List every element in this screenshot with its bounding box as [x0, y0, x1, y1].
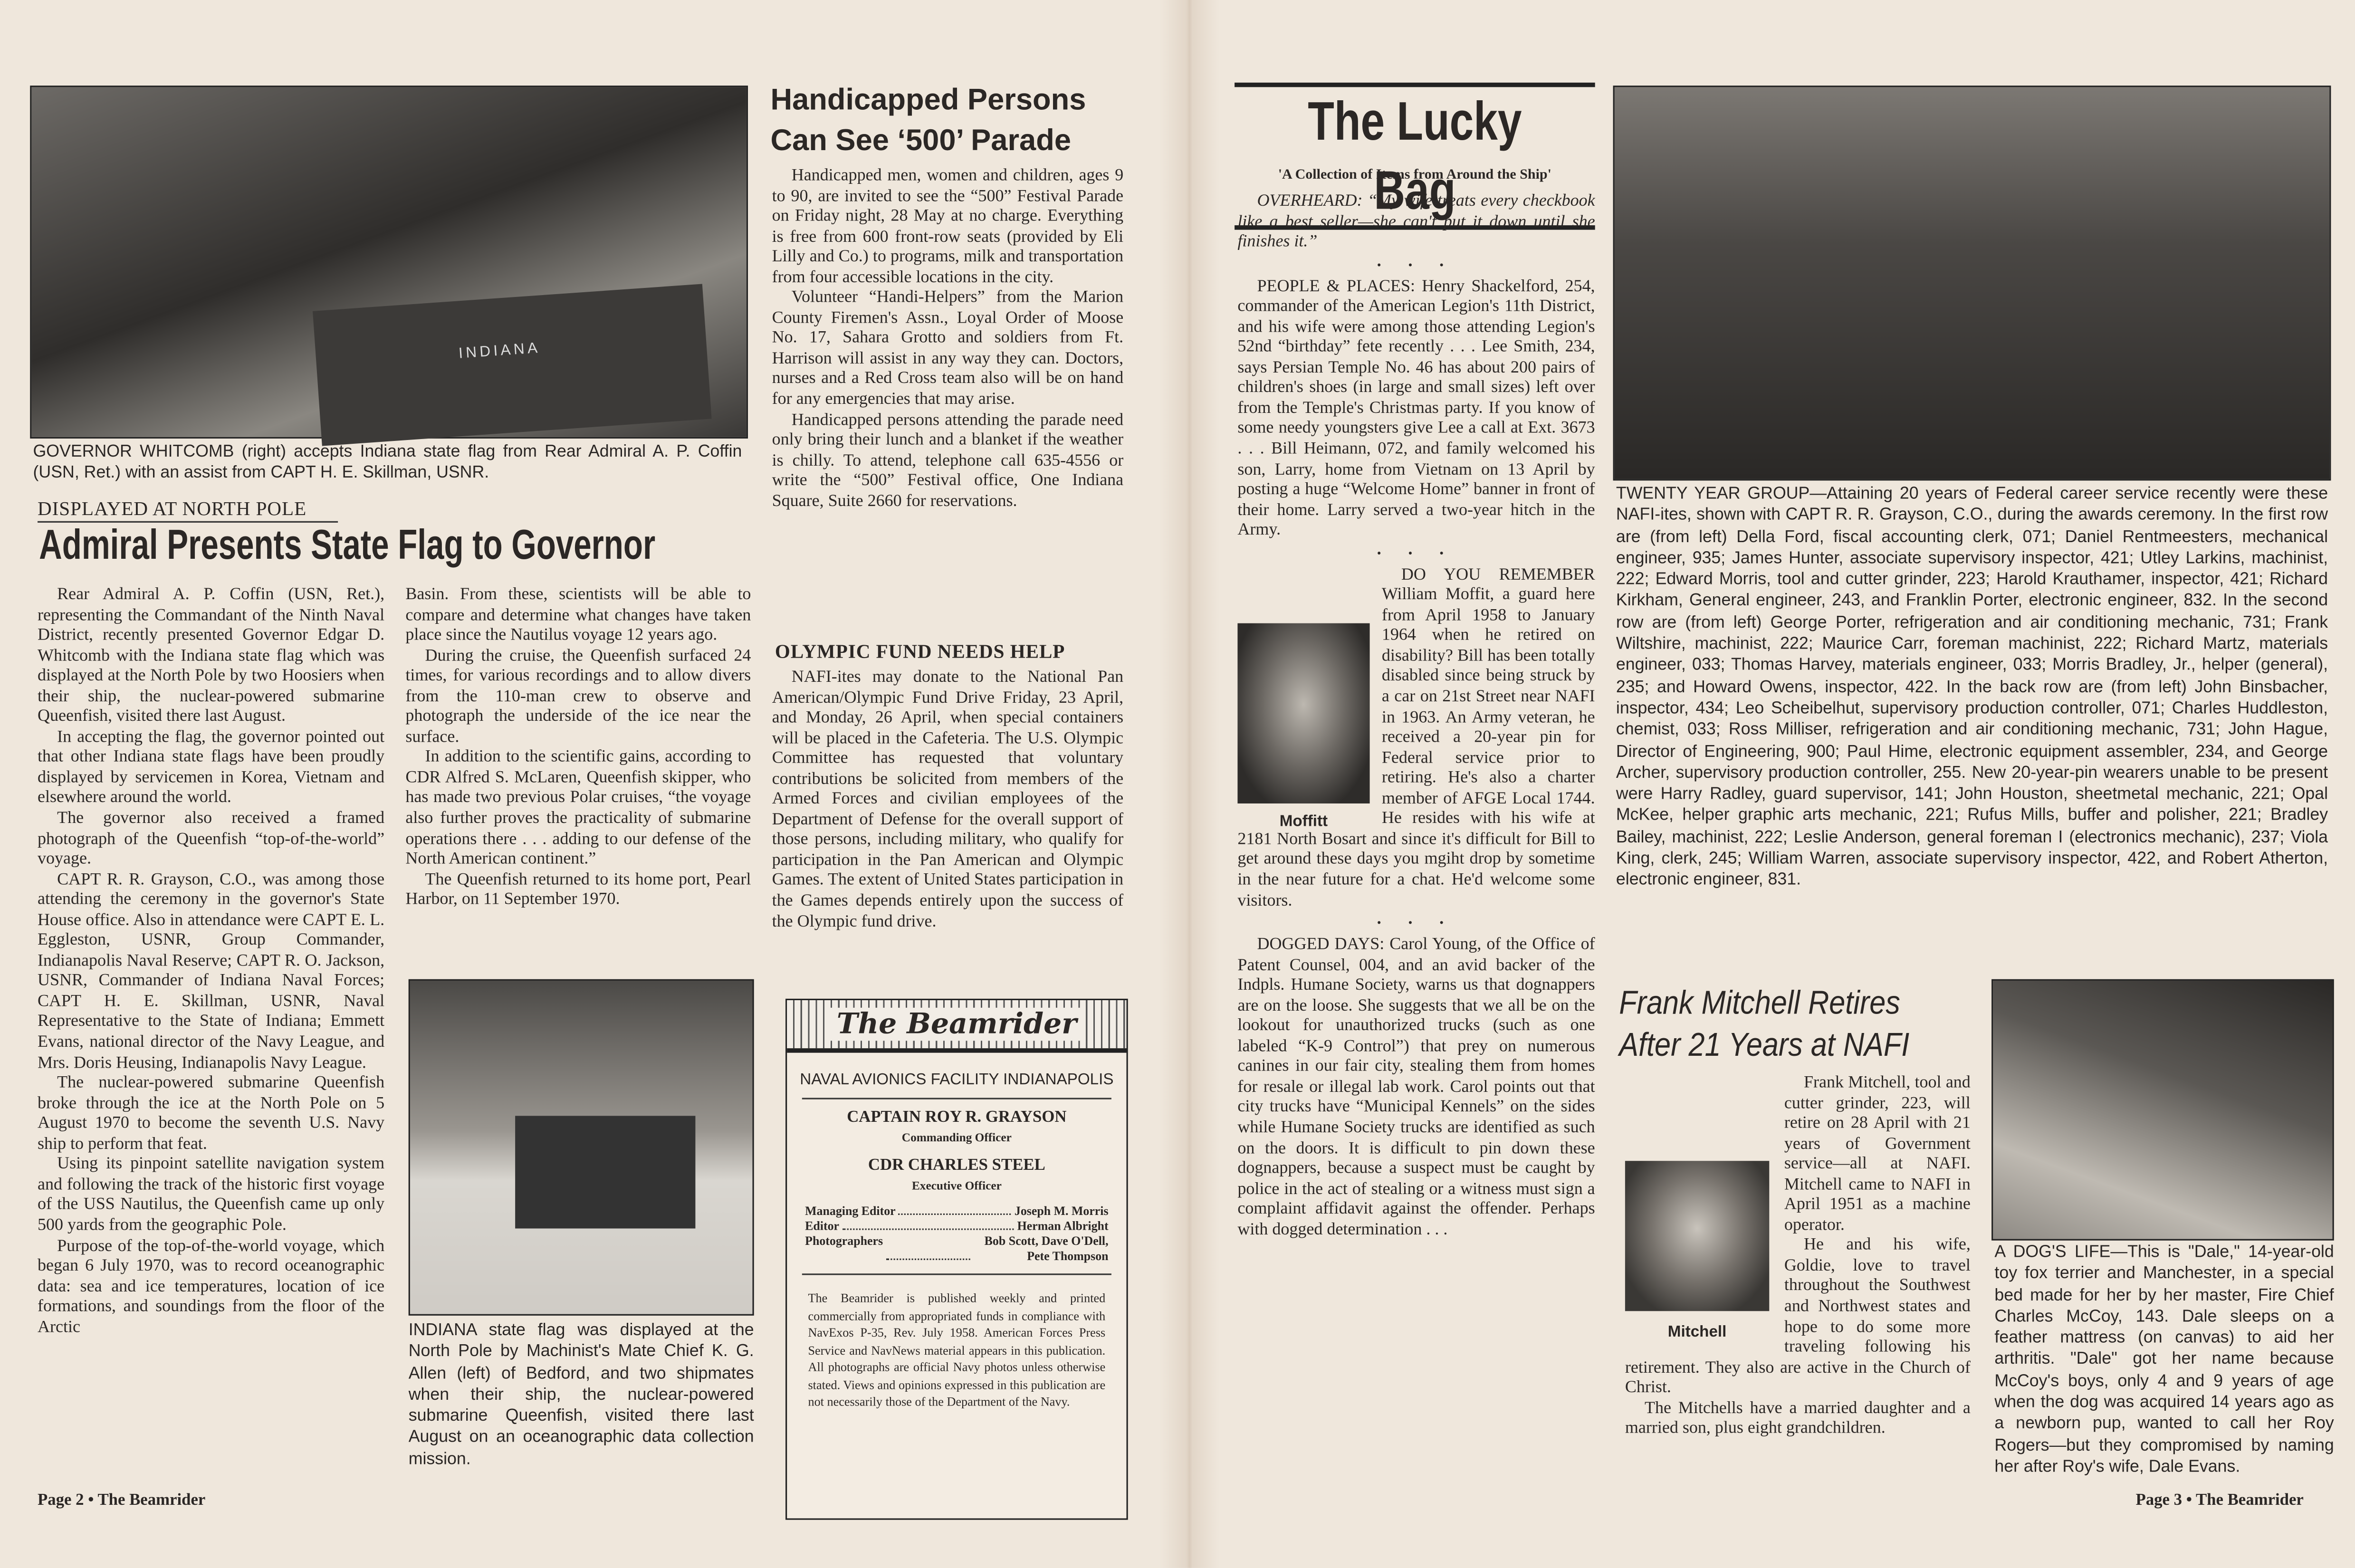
mitchell-photo-block — [1625, 1161, 1769, 1341]
photo1-caption: GOVERNOR WHITCOMB (right) accepts Indiana state flag from Rear Admiral A. P. Coffin (USN, Ret.) with an assist from CAPT H. E. Skillman, USNR. — [33, 443, 742, 483]
flag-in-photo — [515, 1116, 695, 1228]
paragraph: Basin. From these, scientists will be able to compare and determine what changes have taken place since the Nautilus voyage 12 years ago. — [405, 585, 751, 645]
paragraph: NAFI-ites may donate to the National Pan American/Olympic Fund Drive Friday, 23 April, and Monday, 26 April, when special containers will be placed in the Cafeteria. The U.S. Olympic Committee has requested that voluntary contributions be solicited from members of the Armed Forces and civilian employees of the Department of Defense for the overall support of those persons, including military, who qualify for participation in the Pan American and Olympic Games. The extent of United States participation in the Games depends entirely upon the success of the Olympic fund drive. — [772, 668, 1124, 931]
indiana-flag — [313, 284, 712, 446]
olympic-body — [772, 669, 1124, 933]
paragraph: The Mitchells have a married daughter and a married son, plus eight grandchildren. — [1625, 1399, 1971, 1438]
moffitt-caption: Moffitt — [1279, 812, 1328, 831]
org-name: NAVAL AVIONICS FACILITY INDIANAPOLIS — [800, 1071, 1114, 1089]
dog-photo — [1991, 979, 2334, 1241]
mitchell-article — [1625, 1074, 1971, 1440]
co-name: CAPTAIN ROY R. GRAYSON — [847, 1108, 1067, 1127]
paragraph: He and his wife, Goldie, love to travel throughout the Southwest and Northwest states and hope to do some more traveling following his retirement. They also are active in the Church of Christ. — [1625, 1236, 1971, 1397]
page-footer-right: Page 3 • The Beamrider — [2135, 1491, 2304, 1510]
paragraph: Using its pinpoint satellite navigation system and following the track of the historic first voyage of the USS Nautilus, the Queenfish came up only 500 yards from the geographic Pole. — [38, 1155, 385, 1234]
headline-admiral: Admiral Presents State Flag to Governor — [39, 521, 656, 568]
paragraph: Purpose of the top-of-the-world voyage, which began 6 July 1970, was to record oceanographic data: sea and ice temperatures, location of ice formations, and soundings from the floor of the Arctic — [38, 1236, 385, 1337]
paragraph: Rear Admiral A. P. Coffin (USN, Ret.), representing the Commandant of the Ninth Naval District, recently presented Governor Edgar D. Whitcomb with the Indiana state flag which was displayed at the North Pole by two Hoosiers when their ship, the nuclear-powered submarine Queenfish, visited there last August. — [38, 585, 385, 726]
paragraph: CAPT R. R. Grayson, C.O., was among those attending the ceremony in the governor's State House office. Also in attendance were CAPT E. L. Eggleston, USNR, Group Commander, Indianapolis Naval Reserve; CAPT R. O. Jackson, USNR, Commander of Indiana Naval Forces; CAPT H. E. Skillman, USNR, Naval Representative to the State of Indiana; Emmett Evans, national director of the Navy League, and Mrs. Doris Heusing, Indianapolis Navy League. — [38, 870, 385, 1072]
credit-row: Photographers Bob Scott, Dave O'Dell, Pete Thompson — [805, 1234, 1109, 1263]
overheard-item: OVERHEARD: “My wife treats every checkbook like a best seller—she can't put it down until she finishes it.” — [1237, 192, 1595, 251]
handicapped-body — [772, 167, 1124, 513]
paragraph: In addition to the scientific gains, according to CDR Alfred S. McLaren, Queenfish skipper, who has made two previous Polar cruises, “the voyage also further proves the practicality of submarine operations there . . . adding to our defense of the North American continent.” — [405, 748, 751, 869]
dog-caption: A DOG'S LIFE—This is "Dale," 14-year-old toy fox terrier and Manchester, in a special bed made for her by her master, Fire Chief Charles McCoy, 143. Dale sleeps on a feather mattress (on canvas) to aid her arthritis. "Dale" got her name because McCoy's boys, only 4 and 9 years of age when the dog was acquired 14 years ago as a newborn pup, wanted to call her Roy Rogers—but they compromised by naming her after Roy's wife, Dale Evans. — [1994, 1243, 2334, 1476]
people-places-item: PEOPLE & PLACES: Henry Shackelford, 254, commander of the American Legion's 11th District, and his wife were among those attending Legion's 52nd “birthday” fete recently . . . Lee Smith, 234, says Persian Temple No. 46 has about 200 pairs of children's shoes (in large and small sizes) left over from the Temple's Christmas party. If you know of some needy youngsters give Lee a call at Ext. 3673 . . . Bill Heimann, 072, and family welcomed his son, Larry, home from Vietnam on 13 April by posting a huge “Welcome Home” banner in front of their home. Larry served a two-year hitch in the Army. — [1237, 277, 1595, 540]
separator: • • • — [1377, 546, 1456, 560]
page-footer-left: Page 2 • The Beamrider — [38, 1491, 206, 1510]
olympic-headline: OLYMPIC FUND NEEDS HELP — [775, 640, 1065, 662]
paragraph: The nuclear-powered submarine Queenfish broke through the ice at the North Pole on 5 August 1970 to become the seventh U.S. Navy ship to perform that feat. — [38, 1074, 385, 1153]
paragraph: The governor also received a framed photograph of the Queenfish “top-of-the-world” voyage. — [38, 809, 385, 869]
headline-handicapped: Handicapped Persons Can See ‘500’ Parade — [770, 84, 1086, 158]
publication-notice: The Beamrider is published weekly and printed commercially from appropriated funds in compliance with NavExos P-35, Rev. July 1958. American Forces Press Service and NavNews material appears in this publication. All photographs are official Navy photos unless otherwise stated. Views and opinions expressed in this publication are not necessarily those of the Department of the Navy. — [808, 1291, 1106, 1409]
paragraph: During the cruise, the Queenfish surfaced 24 times, for various recordings and to allow divers from the 110-man crew to observe and photograph the underside of the ice near the surface. — [405, 647, 751, 746]
dogged-days-item: DOGGED DAYS: Carol Young, of the Office of Patent Counsel, 004, and an avid backer of the Indpls. Humane Society, warns us that dognappers are on the loose. She suggests that we all be on the lookout for unauthorized trucks (such as one labeled “K-9 Control”) that prey on numerous canines in our fair city, stealing them from homes for resale or illegal lab work. Carol points out that city trucks have “Municipal Kennels” on the sides while Humane Society trucks are identified as such on the doors. It is difficult to pin down these dognappers, because a suspect must be caught by police in the act of stealing or a witness must sign a complaint affidavit against the offender. Perhaps with dogged determination . . . — [1237, 936, 1595, 1239]
remember-item: DO YOU REMEMBER William Moffit, a guard here from April 1958 to January 1964 when he retired on disability? Bill has been totally disabled since being struck by a car on 21st Street near NAFI in 1963. An Army veteran, he received a 20-year pin for Federal service prior to retiring. He's also a charter member of AFGE Local 1744. He resides with his wife at 2181 North Bosart and since it's difficult for Bill to get around these days you mgiht drop by sometime in the near future for a chat. He'd welcome some visitors. — [1237, 565, 1595, 909]
xo-title: Executive Officer — [911, 1179, 1002, 1193]
beamrider-logo: The Beamrider — [787, 1000, 1126, 1053]
mitchell-headline: Frank Mitchell Retires After 21 Years at NAFI — [1619, 984, 1910, 1063]
article-col1 — [38, 586, 384, 1339]
flag-text: INDIANA — [458, 340, 541, 363]
mitchell-caption: Mitchell — [1667, 1323, 1727, 1341]
paragraph: Handicapped persons attending the parade need only bring their lunch and a blanket if the weather is chilly. To attend, telephone call 635-4556 or write the “500” Festival office, One Indiana Square, Suite 2660 for reservations. — [772, 411, 1124, 510]
credit-row: Editor Herman Albright — [805, 1219, 1109, 1233]
paragraph: Frank Mitchell, tool and cutter grinder, 223, will retire on 28 April with 21 years of Government service—all at NAFI. Mitchell came to NAFI in April 1951 as a machine operator. — [1784, 1073, 1971, 1234]
twenty-year-group-photo — [1613, 86, 2331, 480]
group-caption: TWENTY YEAR GROUP—Attaining 20 years of Federal career service recently were these NAFI-ites, shown with CAPT R. R. Grayson, C.O., during the awards ceremony. In the first row are (from left) Della Ford, fiscal accounting clerk, 071; Daniel Rentmeesters, mechanical engineer, 935; James Hunter, associate supervisory inspector, 421; Utley Larkins, machinist, 222; Edward Morris, tool and cutter grinder, 223; Harold Krauthamer, inspector, 421; Richard Kirkham, General engineer, 243, and Franklin Porter, electronic engineer, 832. In the second row are (from left) George Porter, refrigeration and air conditioning mechanic, 731; Frank Wiltshire, machinist, 222; Maurice Carr, foreman machinist, 222; Richard Martz, materials engineer, 033; Thomas Harvey, materials engineer, 033; Morris Bradley, Jr., helper (general), 235; and Howard Owens, inspector, 422. In the back row are (from left) John Binsbacher, inspector, 434; Leo Scheibelhut, supervisory production controller, 071; Charles Huddleston, chemist, 033; Ross Milliser, refrigeration and air conditioning mechanic, 731; John Hague, Director of Engineering, 900; Paul Hime, electronic equipment assembler, 234, and George Archer, supervisory production controller, 255. New 20-year-pin wearers unable to be present were Harry Radley, guard supervisor, 141; John Houston, sheetmetal mechanic, 221; Opal McKee, helper graphic arts mechanic, 221; Rufus Mills, buffer and polisher, 221; Bradley Bailey, machinist, 222; Leslie Anderson, general foreman I (electronics mechanic), 237; Viola King, clerk, 245; William Warren, associate supervisory inspector, 422, and Robert Atherton, electronic engineer, 831. — [1616, 485, 2328, 890]
lucky-bag-title: The Lucky Bag — [1308, 90, 1522, 221]
paragraph: The Queenfish returned to its home port, Pearl Harbor, on 11 September 1970. — [405, 870, 751, 909]
separator: • • • — [1377, 258, 1456, 271]
moffitt-photo — [1237, 623, 1369, 803]
kicker: DISPLAYED AT NORTH POLE — [38, 497, 338, 523]
lucky-bag-subtitle: 'A Collection of Items from Around the Ship' — [1278, 168, 1552, 183]
north-pole-photo — [409, 979, 754, 1316]
separator: • • • — [1377, 916, 1456, 930]
center-fold — [1159, 0, 1219, 1568]
masthead-box — [785, 999, 1128, 1520]
governor-flag-photo — [30, 86, 748, 439]
co-title: Commanding Officer — [901, 1131, 1012, 1145]
xo-name: CDR CHARLES STEEL — [868, 1156, 1045, 1175]
lucky-bag-column — [1237, 192, 1595, 1241]
paragraph: Volunteer “Handi-Helpers” from the Marion County Firemen's Assn., Loyal Order of Moose No. 17, Sahara Grotto and soldiers from Ft. Harrison will assist in any way they can. Doctors, nurses and a Red Cross team also will be on hand for any emergencies that may arise. — [772, 288, 1124, 409]
mitchell-photo — [1625, 1161, 1769, 1311]
paragraph: Handicapped men, women and children, ages 9 to 90, are invited to see the “500” Festival Parade on Friday night, 28 May at no charge. Everything is free from 600 front-row seats (provided by Eli Lilly and Co.) to programs, milk and transportation from four accessible locations in the city. — [772, 166, 1124, 287]
credit-row: Managing Editor Joseph M. Morris — [805, 1204, 1109, 1218]
article-col2 — [405, 586, 751, 911]
paragraph: In accepting the flag, the governor pointed out that other Indiana state flags have been proudly displayed by servicemen in Korea, Vietnam and elsewhere around the world. — [38, 728, 385, 807]
moffitt-photo-block — [1237, 623, 1369, 830]
photo2-caption: INDIANA state flag was displayed at the North Pole by Machinist's Mate Chief K. G. Allen (left) of Bedford, and two shipmates when their ship, the nuclear-powered submarine Queenfish, visited there last August on an oceanographic data collection mission. — [408, 1321, 754, 1469]
